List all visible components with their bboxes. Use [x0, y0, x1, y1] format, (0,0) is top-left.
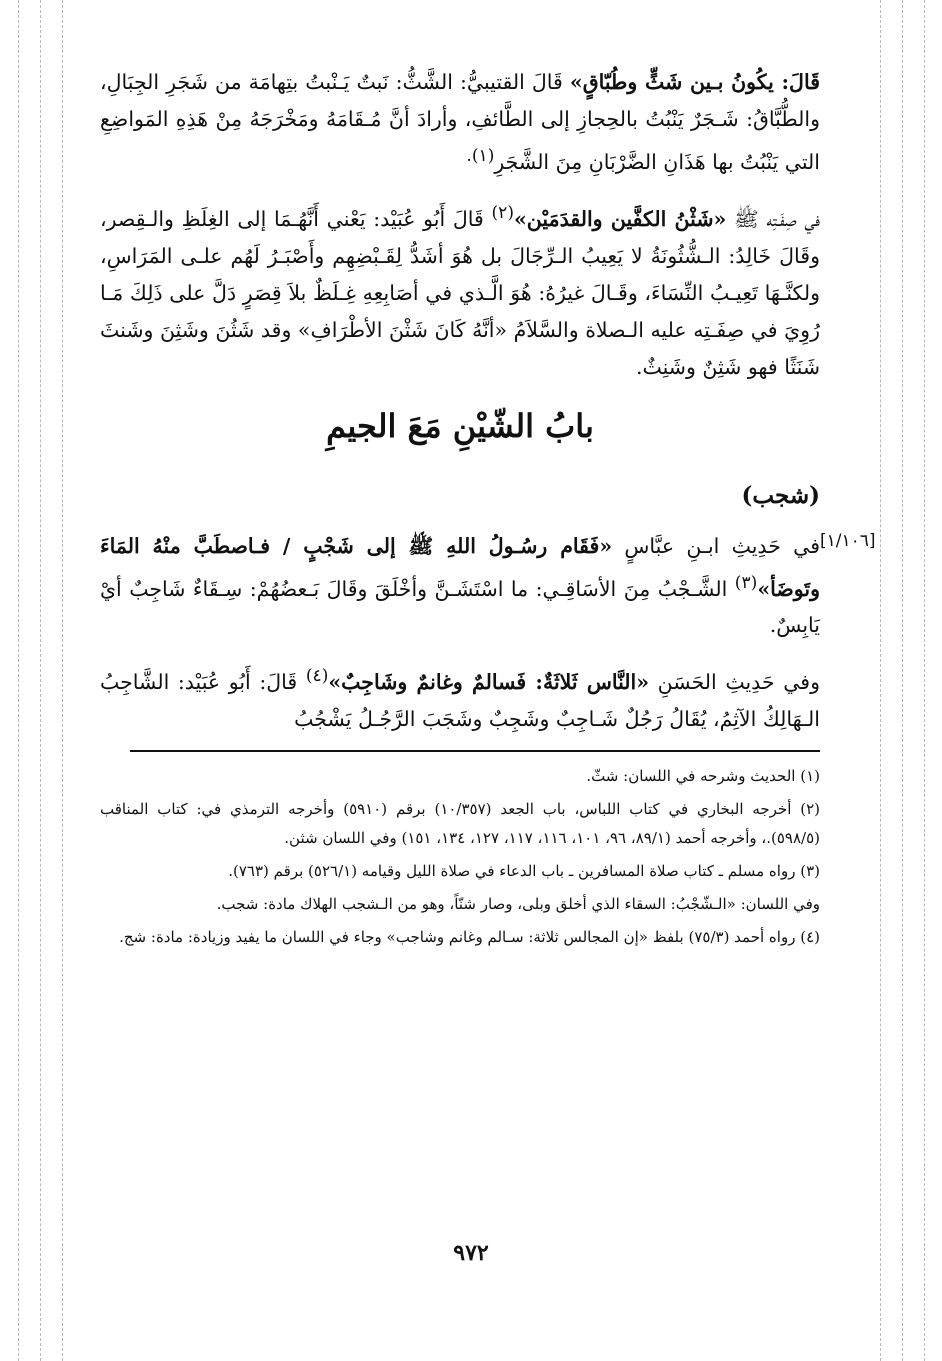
footnote-marker: (٢): [491, 202, 514, 223]
paragraph-text: في صِفَـتِه ﷺ: [726, 206, 820, 231]
paragraph-text: قَالَ أَبُو عُبَيْد: يَعْني أَنَّهُـمَا إلى الغِلَظِ والـقِصر، وقَالَ خَالِدُ: الـشُّثُونَةُ لا يَعِيبُ الـرِّجَالَ بل هُوَ أشَدُّ لِقَـبْضِهِم وأَصْبَـرُ لَهُم علـى المَرَاسِ، ولكنَّـهَا تَعِيـبُ النِّسَاءَ، وقَـالَ غيرُهُ: هُوَ الَّـذي في أصَابِعِهِ غِـلَظٌ بلاَ قِصَرٍ دَلَّ على ذَلِكَ مَـا رُوِيَ في صِفَـتِه عليه الـصلاة والسَّلاَمُ «أنَّهُ كَانَ شَثْنَ الأطْرَافِ» وقد شَثُنَ وشَثِنَ وشَنثَ شَنَثًا فهو شَثِنٌ وشَنِثٌ.: [100, 206, 820, 379]
paragraph-2: [100, 195, 820, 386]
margin-guide-line: [880, 0, 881, 1361]
paragraph-text: الشَّـجْبُ مِنَ الأسَاقِـي: ما اسْتَشَـنَّ وأخْلَقَ وقَالَ بَـعضُهُمْ: سِـقَاءٌ شَاجِبٌ أيْ يَابِسٌ.: [100, 576, 820, 638]
footnote-marker: (١).: [466, 146, 495, 166]
paragraph-3: [100, 528, 820, 645]
footnote-2: (٢) أخرجه البخاري في كتاب اللباس، باب الجعد (١٠/٣٥٧) برقم (٥٩١٠) وأخرجه الترمذي في: كتاب المناقب (٥٩٨/٥).، وأخرجه أحمد (٨٩/١، ٩٦، ١٠١، ١١٦، ١١٧، ١٢٧، ١٣٤، ١٥١) وفي اللسان شثن.: [100, 800, 820, 848]
paragraph-text: قَالَ القتيبيُّ: الشَّثُّ: نَبتٌ يَـنْبتُ بتِهامَة من شَجَرِ الجِبَالِ، والطُّبَّاقُ: شَـجَرٌ يَنْبُتُ بالحِجازِ إلى الطَّائفِ، وأرادَ أنَّ مُـقَامَهُ ومَخْرَجَهُ مِنْ هَذِهِ المَواضِعِ التي يَنْبُتُ بها هَذَانِ الضَّرْبَانِ مِنَ الشَّجَرِ: [100, 70, 820, 174]
paragraph-text: قَالَ: أَبُو عُبَيْد: الشَّاجِبُ الـهَالِكُ الآثِمُ، يُقَالُ رَجُلٌ شَـاجِبٌ وشَجِبٌ وشَجَبَ الرَّجُـلُ يَشْجُبُ: [100, 670, 820, 732]
margin-guide-line: [902, 0, 903, 1361]
footnote-3-continued: وفي اللسان: «الـشّجْبُ: السقاء الذي أخلق وبلى، وصار شنّاً، وهو من الـشجب الهلاك مادة: شجب.: [216, 895, 820, 914]
entry-heading: (شجب): [741, 481, 820, 509]
paragraph-1: [100, 64, 820, 181]
footnote-1: (١) الحديث وشرحه في اللسان: شثّ.: [586, 767, 820, 786]
footnote-4: (٤) رواه أحمد (٧٥/٣) بلفظ «إن المجالس ثلاثة: سـالم وغانم وشاجب» وجاء في اللسان ما يفيد وزيادة: مادة: شج.: [119, 928, 820, 947]
margin-guide-line: [40, 0, 41, 1361]
hadith-quote: «فَقَام رسُـولُ اللهِ ﷺ إلى شَجْبٍ / فـاصطَبَّ منْهُ المَاءَ وتَوضَأ»: [100, 533, 820, 601]
footnote-3: (٣) رواه مسلم ـ كتاب صلاة المسافرين ـ باب الدعاء في صلاة الليل وقيامه (٥٢٦/١) برقم (٧٦٣).: [228, 862, 820, 881]
page-number: ٩٧٢: [453, 1240, 489, 1266]
margin-guide-line: [62, 0, 63, 1361]
footnote-marker: (٣): [734, 572, 758, 593]
margin-guide-line: [924, 0, 925, 1361]
hadith-quote: «النَّاس ثَلاثَةٌ: فَسالمٌ وغانمٌ وشَاجِبٌ»: [328, 670, 650, 695]
paragraph-4: [100, 658, 820, 744]
volume-page-reference: [١/١٠٦]: [820, 530, 876, 551]
paragraph-text: وفي حَدِيثِ الحَسَنِ: [649, 670, 821, 695]
page-content: [100, 64, 876, 952]
quote: قَالَ: يكُونُ بـين شَثٍّ وطُبّاقٍ»: [569, 70, 820, 94]
paragraph-text: في حَدِيثِ ابـنِ عبَّاسٍ: [612, 533, 821, 558]
section-heading: بابُ الشّيْنِ مَعَ الجيمِ: [326, 406, 594, 445]
hadith-quote: «شَثْنُ الكفَّين والقدَمَيْن»: [513, 206, 727, 231]
margin-guide-line: [18, 0, 19, 1361]
footnotes: [100, 762, 820, 952]
footnote-marker: (٤): [305, 666, 329, 687]
footnote-divider: [130, 750, 820, 752]
